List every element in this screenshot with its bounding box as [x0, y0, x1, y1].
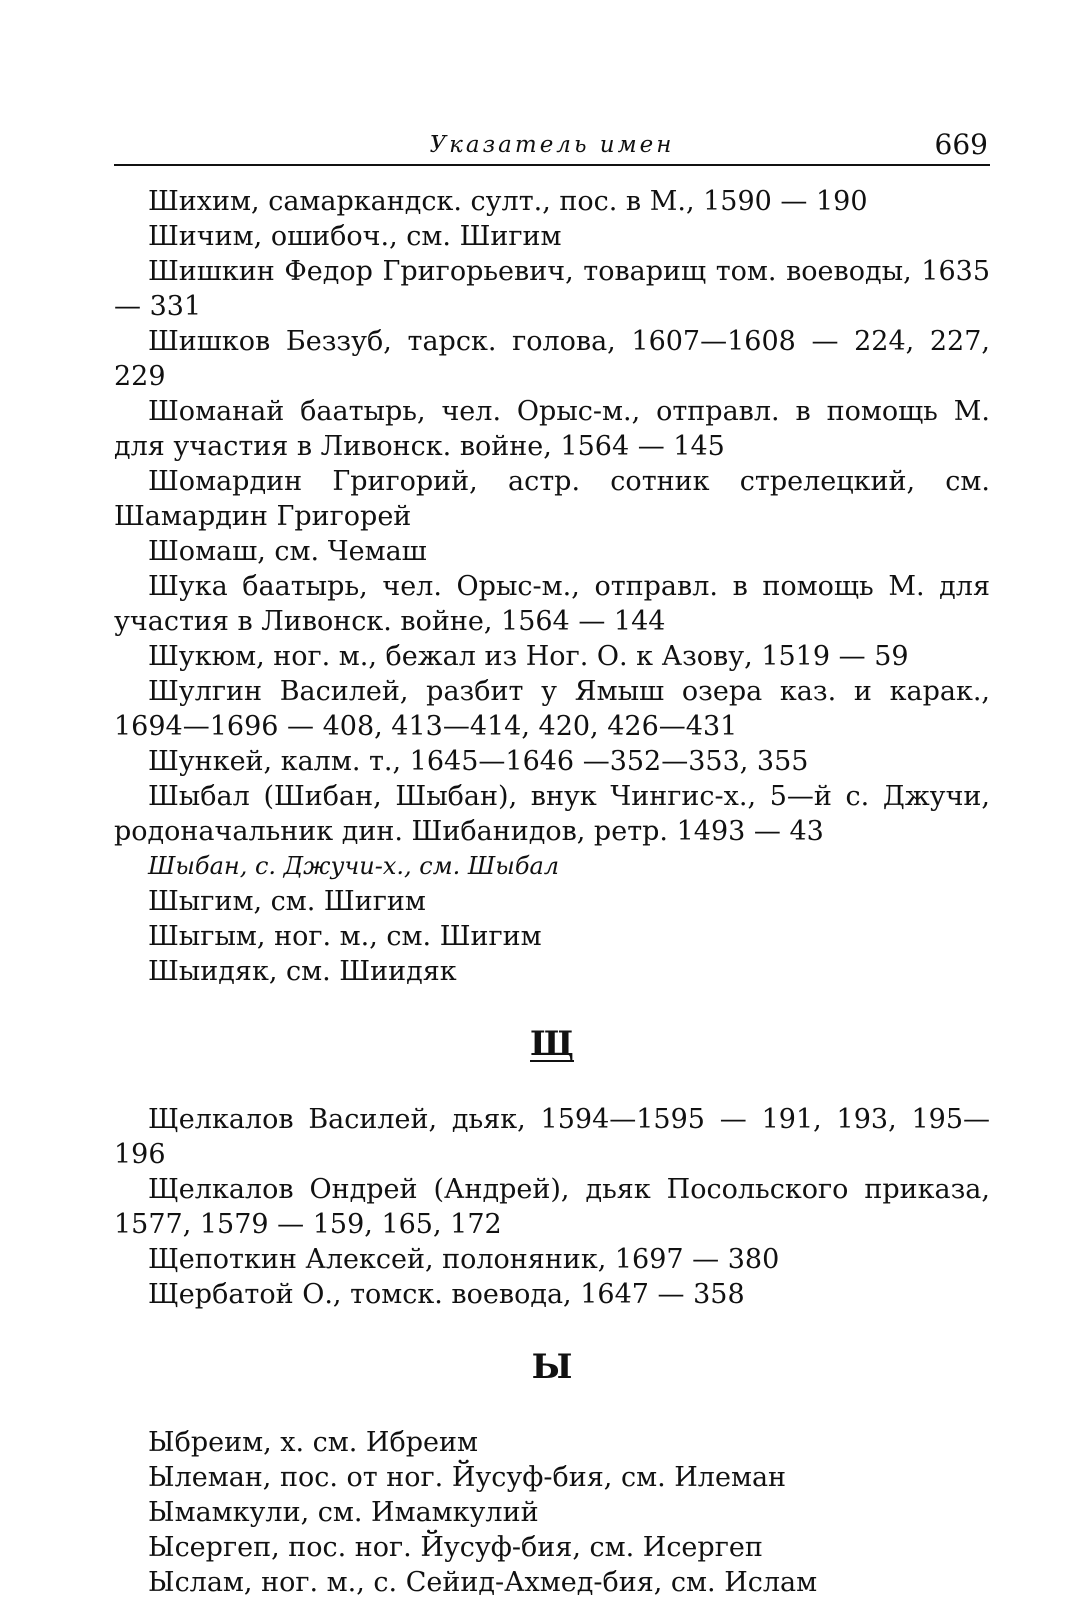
header-rule: [114, 164, 990, 166]
running-head: [114, 128, 990, 162]
index-entry: Шыбал (Шибан, Шыбан), внук Чингис-х., 5—й с. Джучи, родоначальник дин. Шибанидов, ретр. 1493 — 43: [114, 781, 990, 847]
index-entry: Шыбан, с. Джучи-х., см. Шыбал: [148, 852, 560, 880]
index-entry: Ысергеп, пос. ног. Йусуф-бия, см. Исергеп: [148, 1532, 763, 1563]
index-entry: Шыгым, ног. м., см. Шигим: [148, 921, 542, 952]
index-entry: Ыбреим, х. см. Ибреим: [148, 1427, 478, 1458]
running-title: Указатель имен: [429, 132, 675, 158]
index-entry: Щелкалов Василей, дьяк, 1594—1595 — 191, 193, 195—196: [114, 1104, 990, 1170]
index-entry: Шишков Беззуб, тарск. голова, 1607—1608 — 224, 227, 229: [114, 326, 990, 392]
index-entry: Щербатой О., томск. воевода, 1647 — 358: [148, 1279, 745, 1310]
index-entry: Шихим, самаркандск. султ., пос. в М., 1590 — 190: [148, 186, 868, 217]
index-entry: Шыидяк, см. Шиидяк: [148, 956, 457, 987]
section-letter-shcha: Щ: [530, 1024, 574, 1064]
index-entry: Шыгим, см. Шигим: [148, 886, 426, 917]
page-number: 669: [934, 128, 988, 161]
section-letter-yery: Ы: [531, 1347, 573, 1387]
index-entry: Шулгин Василей, разбит у Ямыш озера каз. и карак., 1694—1696 — 408, 413—414, 420, 426—431: [114, 676, 990, 742]
index-entry: Шука баатырь, чел. Орыс-м., отправл. в помощь М. для участия в Ливонск. войне, 1564 — 144: [114, 571, 990, 637]
index-entry: Щелкалов Ондрей (Андрей), дьяк Посольского приказа, 1577, 1579 — 159, 165, 172: [114, 1174, 990, 1240]
index-entry: Шомаш, см. Чемаш: [148, 536, 427, 567]
index-entry: Шомардин Григорий, астр. сотник стрелецкий, см. Шамардин Григорей: [114, 466, 990, 532]
index-entry: Ымамкули, см. Имамкулий: [148, 1497, 539, 1528]
index-entry: Ыслам, ног. м., с. Сейид-Ахмед-бия, см. Ислам: [148, 1567, 818, 1598]
index-entry: Шичим, ошибоч., см. Шигим: [148, 221, 562, 252]
index-entry: Шишкин Федор Григорьевич, товарищ том. воеводы, 1635 — 331: [114, 256, 990, 322]
index-entry: Шукюм, ног. м., бежал из Ног. О. к Азову, 1519 — 59: [148, 641, 909, 672]
index-entry: Шоманай баатырь, чел. Орыс-м., отправл. в помощь М. для участия в Ливонск. войне, 1564 — 145: [114, 396, 990, 462]
index-entry: Шункей, калм. т., 1645—1646 —352—353, 355: [148, 746, 809, 777]
index-entry: Щепоткин Алексей, полоняник, 1697 — 380: [148, 1244, 780, 1275]
index-entries: [114, 184, 990, 1600]
index-entry: Ылеман, пос. от ног. Йусуф-бия, см. Илеман: [148, 1462, 787, 1493]
